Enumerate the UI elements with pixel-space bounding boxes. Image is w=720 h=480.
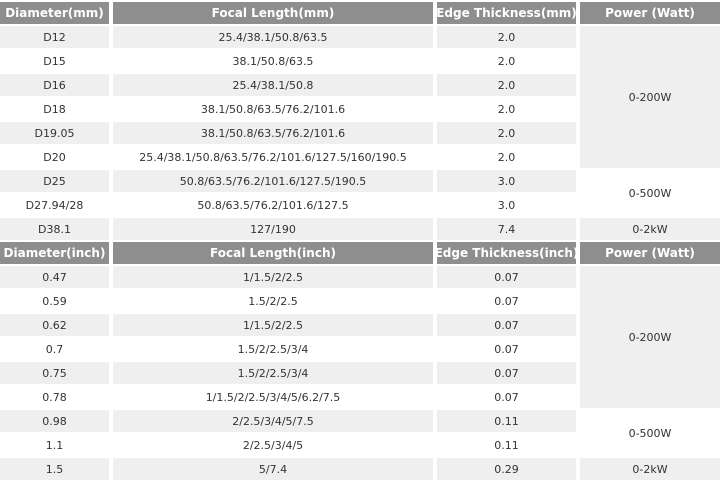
cell-edge-thickness: 0.07 — [437, 266, 576, 288]
cell-power-group: 0-2kW — [580, 458, 720, 480]
cell-focal-length: 25.4/38.1/50.8/63.5 — [113, 26, 433, 48]
cell-diameter: 0.7 — [0, 338, 109, 360]
cell-edge-thickness: 0.07 — [437, 338, 576, 360]
header-focal-length: Focal Length(inch) — [113, 242, 433, 264]
cell-edge-thickness: 0.11 — [437, 434, 576, 456]
cell-diameter: 1.5 — [0, 458, 109, 480]
cell-focal-length: 25.4/38.1/50.8 — [113, 74, 433, 96]
cell-edge-thickness: 0.07 — [437, 362, 576, 384]
cell-diameter: D15 — [0, 50, 109, 72]
cell-edge-thickness: 7.4 — [437, 218, 576, 240]
cell-edge-thickness: 0.07 — [437, 386, 576, 408]
cell-focal-length: 1.5/2/2.5/3/4 — [113, 362, 433, 384]
cell-diameter: D19.05 — [0, 122, 109, 144]
cell-edge-thickness: 2.0 — [437, 146, 576, 168]
cell-diameter: 0.47 — [0, 266, 109, 288]
header-diameter: Diameter(inch) — [0, 242, 109, 264]
header-edge-thickness: Edge Thickness(inch) — [437, 242, 576, 264]
cell-edge-thickness: 3.0 — [437, 194, 576, 216]
cell-focal-length: 38.1/50.8/63.5 — [113, 50, 433, 72]
cell-focal-length: 2/2.5/3/4/5/7.5 — [113, 410, 433, 432]
cell-power-group: 0-200W — [580, 266, 720, 408]
cell-power-group: 0-500W — [580, 170, 720, 216]
cell-diameter: 1.1 — [0, 434, 109, 456]
cell-diameter: 0.75 — [0, 362, 109, 384]
cell-diameter: D16 — [0, 74, 109, 96]
cell-focal-length: 5/7.4 — [113, 458, 433, 480]
header-edge-thickness: Edge Thickness(mm) — [437, 2, 576, 24]
cell-power-group: 0-500W — [580, 410, 720, 456]
cell-edge-thickness: 2.0 — [437, 122, 576, 144]
cell-edge-thickness: 2.0 — [437, 74, 576, 96]
cell-diameter: 0.59 — [0, 290, 109, 312]
cell-diameter: D25 — [0, 170, 109, 192]
cell-edge-thickness: 0.07 — [437, 290, 576, 312]
cell-focal-length: 38.1/50.8/63.5/76.2/101.6 — [113, 122, 433, 144]
cell-focal-length: 1/1.5/2/2.5 — [113, 314, 433, 336]
header-power: Power (Watt) — [580, 242, 720, 264]
cell-diameter: D38.1 — [0, 218, 109, 240]
cell-edge-thickness: 2.0 — [437, 98, 576, 120]
cell-focal-length: 38.1/50.8/63.5/76.2/101.6 — [113, 98, 433, 120]
cell-focal-length: 127/190 — [113, 218, 433, 240]
cell-power-group: 0-200W — [580, 26, 720, 168]
cell-focal-length: 25.4/38.1/50.8/63.5/76.2/101.6/127.5/160/190.5 — [113, 146, 433, 168]
cell-focal-length: 1.5/2/2.5/3/4 — [113, 338, 433, 360]
cell-diameter: 0.98 — [0, 410, 109, 432]
cell-diameter: 0.78 — [0, 386, 109, 408]
cell-diameter: 0.62 — [0, 314, 109, 336]
cell-diameter: D27.94/28 — [0, 194, 109, 216]
cell-focal-length: 1/1.5/2/2.5/3/4/5/6.2/7.5 — [113, 386, 433, 408]
cell-edge-thickness: 3.0 — [437, 170, 576, 192]
cell-edge-thickness: 0.11 — [437, 410, 576, 432]
cell-focal-length: 50.8/63.5/76.2/101.6/127.5/190.5 — [113, 170, 433, 192]
cell-edge-thickness: 0.29 — [437, 458, 576, 480]
cell-focal-length: 2/2.5/3/4/5 — [113, 434, 433, 456]
header-diameter: Diameter(mm) — [0, 2, 109, 24]
cell-edge-thickness: 2.0 — [437, 50, 576, 72]
cell-diameter: D20 — [0, 146, 109, 168]
header-focal-length: Focal Length(mm) — [113, 2, 433, 24]
cell-focal-length: 1/1.5/2/2.5 — [113, 266, 433, 288]
cell-edge-thickness: 2.0 — [437, 26, 576, 48]
cell-power-group: 0-2kW — [580, 218, 720, 240]
cell-focal-length: 1.5/2/2.5 — [113, 290, 433, 312]
cell-diameter: D12 — [0, 26, 109, 48]
cell-focal-length: 50.8/63.5/76.2/101.6/127.5 — [113, 194, 433, 216]
cell-diameter: D18 — [0, 98, 109, 120]
cell-edge-thickness: 0.07 — [437, 314, 576, 336]
header-power: Power (Watt) — [580, 2, 720, 24]
